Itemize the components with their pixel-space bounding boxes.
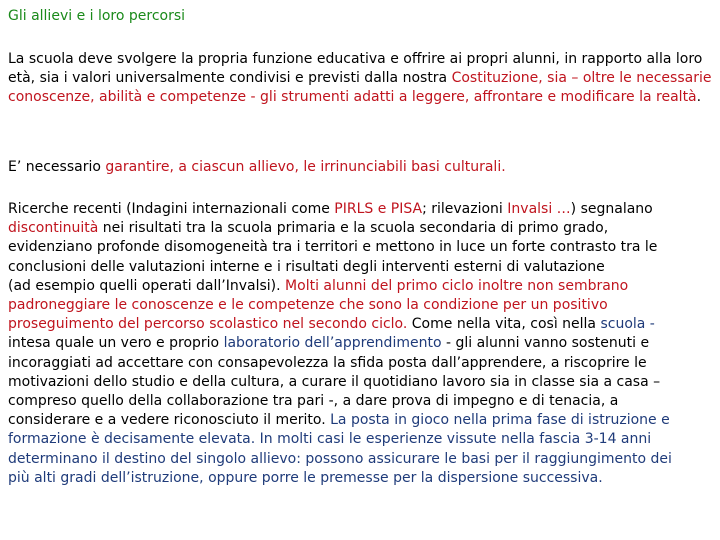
text-line — [8, 277, 712, 296]
text-line — [8, 334, 712, 353]
paragraph-text: Ricerche recenti (Indagini internazionali come — [8, 201, 335, 217]
highlight-text: PIRLS e PISA — [334, 201, 423, 217]
text-line: formazione è decisamente elevata. In molti casi le esperienze vissute nella fascia 3-14 anni — [8, 431, 652, 448]
text-line: incoraggiati ad accettare con consapevolezza la sfida posta dall’apprendere, a riscoprire le — [8, 354, 647, 371]
text-line: evidenziano profonde disomogeneità tra i territori e mettono in luce un forte contrasto tra le — [8, 239, 658, 256]
paragraph-text: La scuola deve svolgere la propria funzione educativa e offrire ai propri alunni, in rapporto alla loro età, sia i valori universalmente condivisi e previsti dalla nostra — [8, 51, 703, 87]
paragraph-text: intesa quale un vero e proprio — [8, 335, 224, 352]
text-line — [8, 411, 712, 430]
text-line: più alti gradi dell’istruzione, oppure porre le premesse per la dispersione successiva. — [8, 469, 603, 486]
keyword-text: scuola - — [600, 316, 655, 333]
highlight-text: Molti alunni del primo ciclo inoltre non sembrano — [285, 277, 629, 294]
text-line: padroneggiare le conoscenze e le competenze che sono la condizione per un positivo — [8, 297, 608, 314]
keyword-text: La posta in gioco nella prima fase di istruzione e — [330, 412, 670, 429]
text-line: motivazioni dello studio e della cultura, a curare il quotidiano lavoro sia in classe sia a casa – — [8, 373, 661, 390]
paragraph-text: considerare e a vedere riconosciuto il merito. — [8, 412, 331, 429]
page-title: Gli allievi e i loro percorsi — [8, 8, 186, 24]
text-line — [8, 315, 712, 334]
text-line: compreso quello della collaborazione tra pari -, a dare prova di impegno e di tenacia, a — [8, 393, 619, 410]
paragraph-text: - gli alunni vanno sostenuti e — [441, 335, 650, 352]
paragraph-text: (ad esempio quelli operati dall’Invalsi). — [8, 277, 286, 294]
text-line: determinano il destino del singolo allievo: possono assicurare le basi per il raggiungimento dei — [8, 450, 672, 467]
paragraph-text: Come nella vita, così nella — [407, 316, 601, 333]
highlight-text: discontinuità — [8, 220, 99, 237]
paragraph-text: ; rilevazioni — [422, 201, 508, 217]
text-line — [8, 200, 712, 219]
paragraph-text: E’ necessario — [8, 159, 106, 175]
paragraph-guarantee — [8, 158, 712, 177]
text-line: conclusioni delle valutazioni interne e i risultati degli interventi esterni di valutazione — [8, 258, 605, 275]
paragraph-text: . — [696, 89, 702, 106]
paragraph-text: ) segnalano — [570, 201, 653, 217]
highlight-text: proseguimento del percorso scolastico nel secondo ciclo. — [8, 316, 408, 333]
paragraph-text: nei risultati tra la scuola primaria e la scuola secondaria di primo grado, — [98, 220, 609, 237]
highlight-text: garantire, a ciascun allievo, le irrinunciabili basi culturali. — [105, 159, 506, 175]
text-line — [8, 219, 712, 238]
keyword-text: laboratorio dell’apprendimento — [223, 335, 442, 352]
paragraph-school-role — [8, 50, 712, 108]
paragraph-research — [8, 200, 712, 488]
highlight-text: Costituzione, sia – oltre le necessarie conoscenze, abilità e competenze - gli strumenti adatti a leggere, affrontare e modificare la realtà — [8, 70, 712, 106]
highlight-text: Invalsi … — [507, 201, 571, 217]
